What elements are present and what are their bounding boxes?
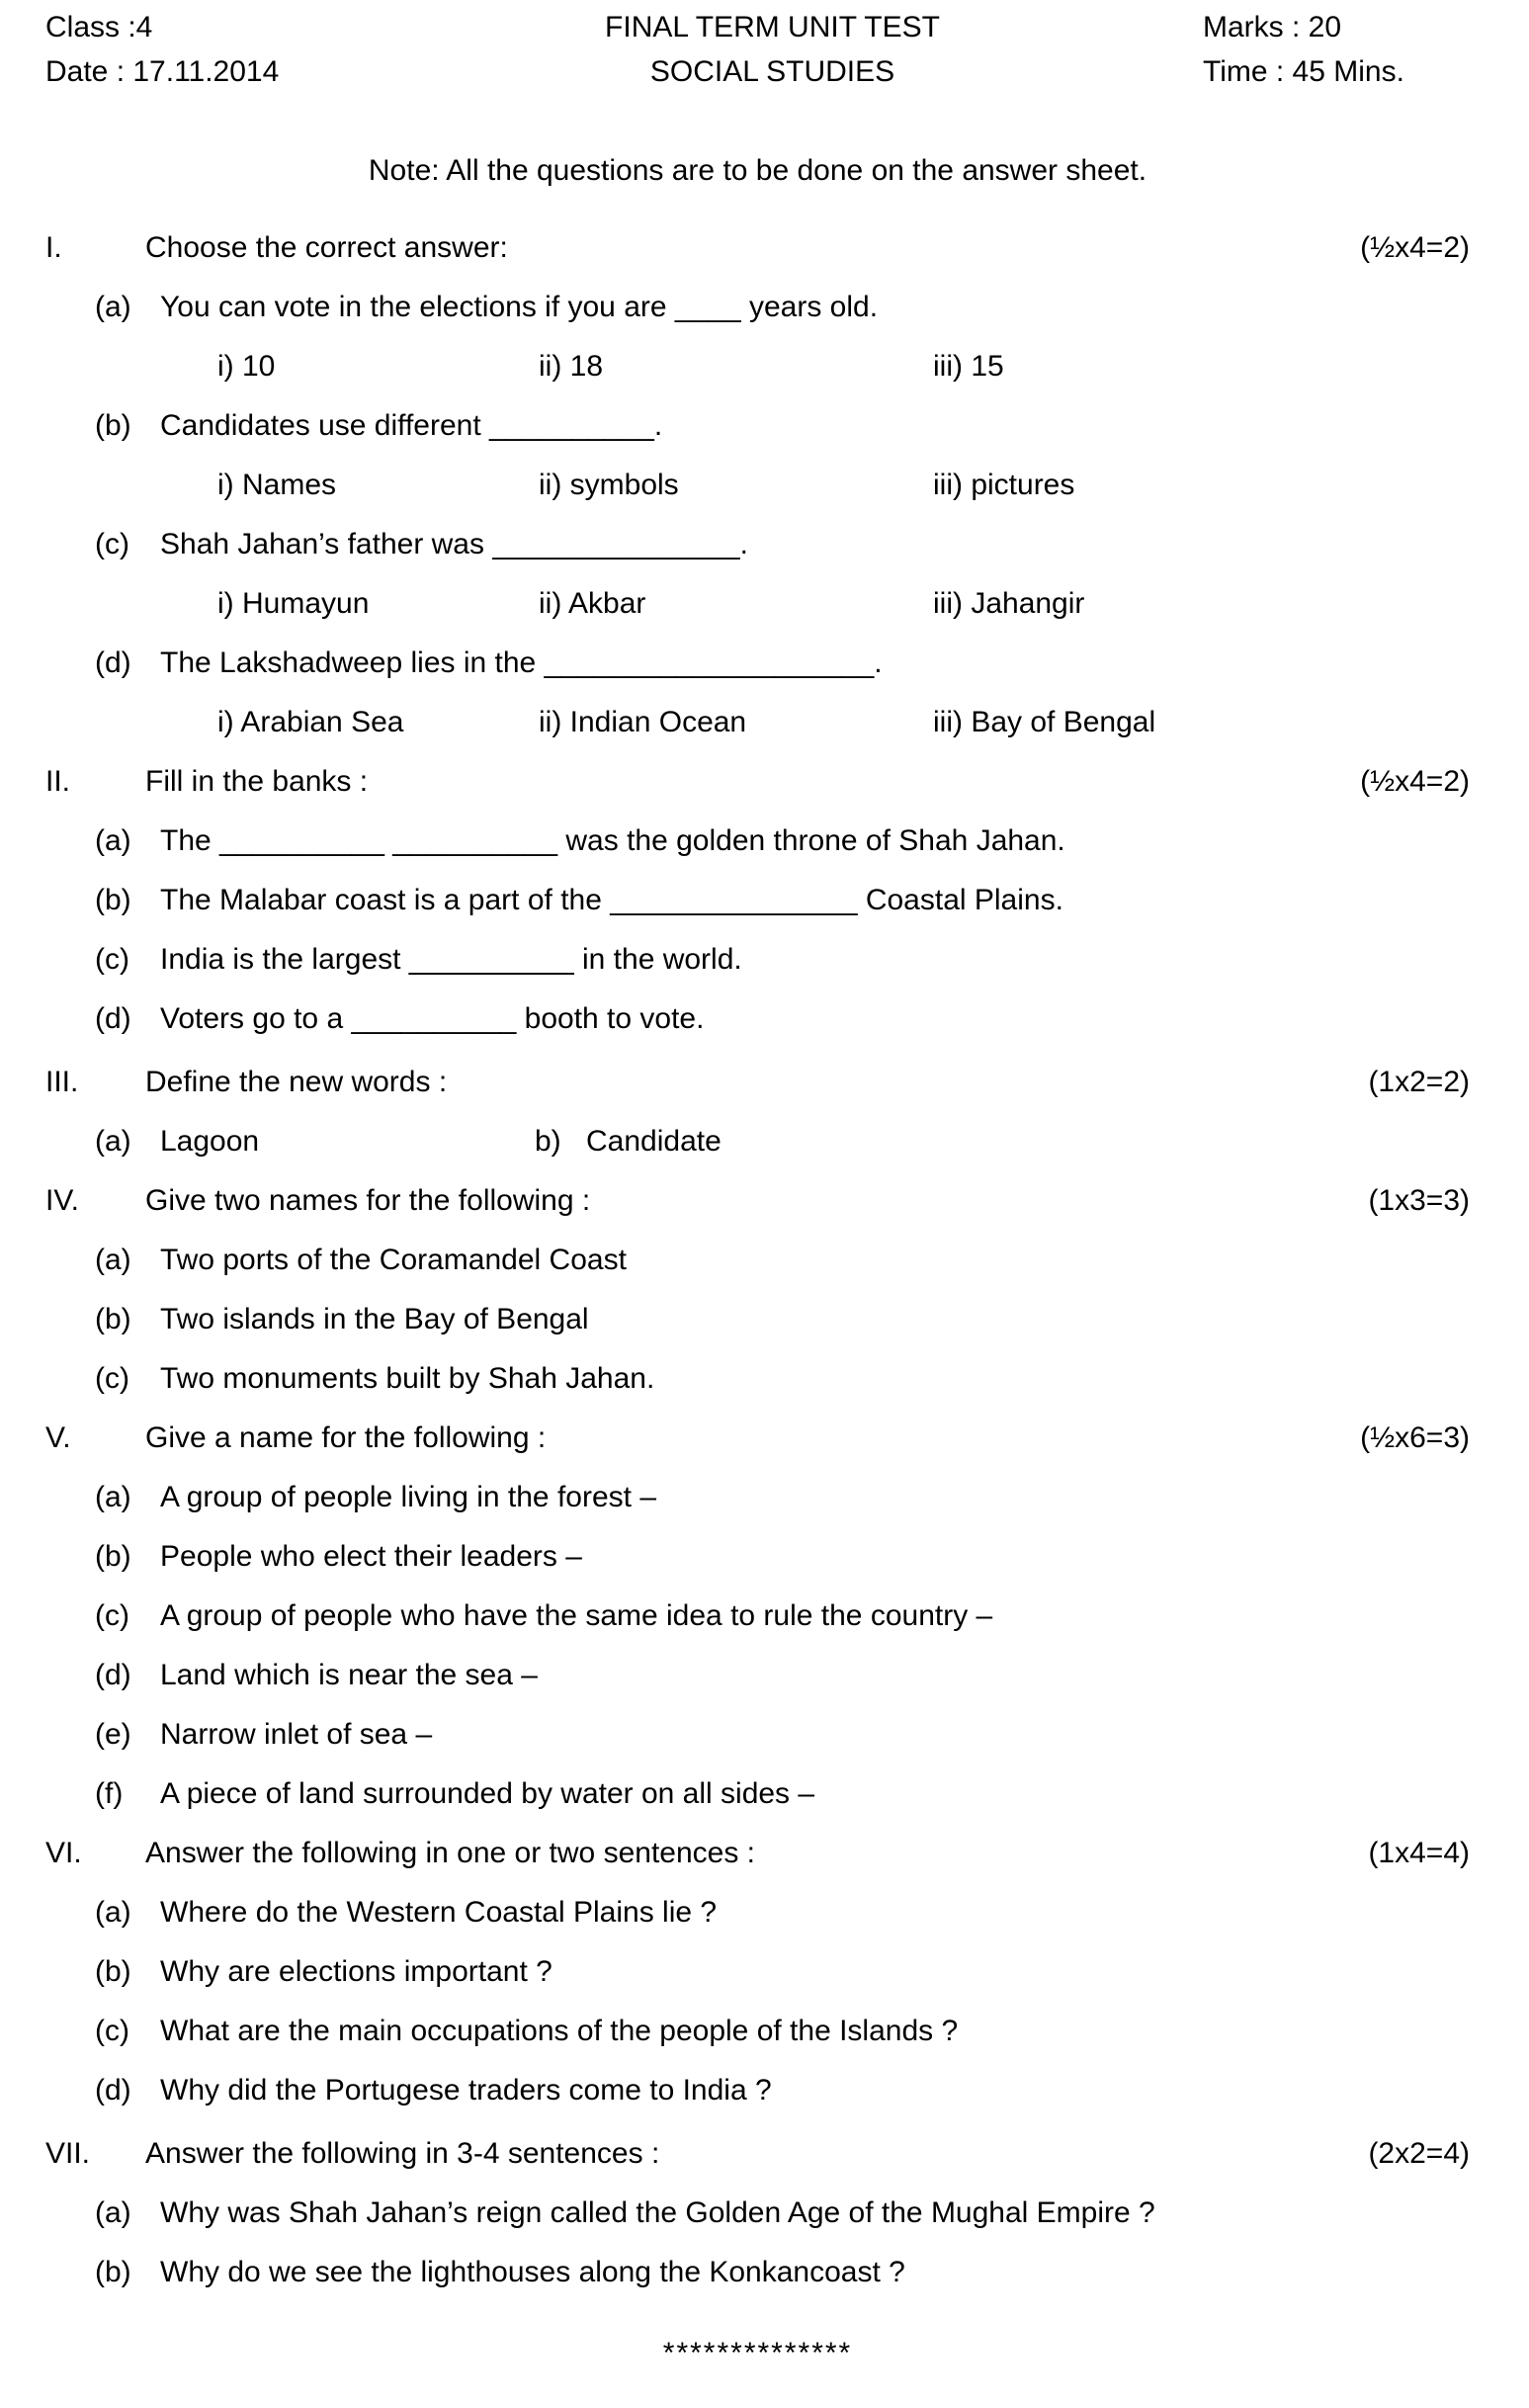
define-words-row <box>45 1124 1470 1160</box>
question-label: b) <box>535 1125 561 1158</box>
option-text: iii) Bay of Bengal <box>933 706 1156 738</box>
question-row <box>45 1361 1470 1397</box>
question-row <box>45 2073 1470 2108</box>
question-label: (d) <box>95 1002 131 1035</box>
section-title: Answer the following in 3-4 sentences : <box>145 2137 660 2170</box>
question-label: (a) <box>95 2196 131 2229</box>
question-label: (b) <box>95 884 131 916</box>
question-text: Why was Shah Jahan’s reign called the Golden Age of the Mughal Empire ? <box>160 2196 1155 2229</box>
option-text: ii) Akbar <box>539 587 646 620</box>
question-label: (e) <box>95 1718 131 1751</box>
option-text: i) Names <box>217 469 337 501</box>
question-row <box>45 823 1470 859</box>
question-text: Two monuments built by Shah Jahan. <box>160 1362 655 1395</box>
question-row <box>45 290 1470 325</box>
question-row <box>45 1895 1470 1931</box>
question-text: Two islands in the Bay of Bengal <box>160 1303 589 1335</box>
question-row <box>45 2195 1470 2231</box>
options-row <box>45 349 1470 385</box>
question-row <box>45 527 1470 562</box>
question-text: A group of people living in the forest – <box>160 1481 657 1513</box>
section-numeral: I. <box>45 231 62 264</box>
question-label: (c) <box>95 528 129 560</box>
question-label: (b) <box>95 1955 131 1988</box>
question-text: You can vote in the elections if you are ____ years old. <box>160 291 879 323</box>
footer-asterisks: ************** <box>662 2337 853 2369</box>
question-text: Why did the Portugese traders come to India ? <box>160 2074 772 2107</box>
section-5-heading <box>45 1420 1470 1456</box>
question-row <box>45 1717 1470 1753</box>
note-text: Note: All the questions are to be done on the answer sheet. <box>368 154 1147 187</box>
question-text: Why do we see the lighthouses along the Konkancoast ? <box>160 2256 905 2288</box>
option-text: iii) Jahangir <box>933 587 1085 620</box>
question-text: The Lakshadweep lies in the ____________________. <box>160 646 883 679</box>
question-text: Voters go to a __________ booth to vote. <box>160 1002 705 1035</box>
header-center-column <box>342 10 1203 99</box>
time-label: Time : 45 Mins. <box>1203 55 1404 88</box>
question-text: Two ports of the Coramandel Coast <box>160 1244 627 1276</box>
question-label: (b) <box>95 1303 131 1335</box>
question-row <box>45 2255 1470 2290</box>
section-2-heading <box>45 764 1470 800</box>
date-label: Date : 17.11.2014 <box>45 55 280 88</box>
section-marks: (1x4=4) <box>1368 1837 1470 1869</box>
options-row <box>45 705 1470 740</box>
question-text: Why are elections important ? <box>160 1955 552 1988</box>
question-text: Narrow inlet of sea – <box>160 1718 433 1751</box>
section-numeral: IV. <box>45 1184 79 1217</box>
question-row <box>45 1302 1470 1337</box>
option-text: ii) 18 <box>539 350 604 383</box>
section-marks: (1x2=2) <box>1368 1066 1470 1098</box>
question-text: Candidate <box>586 1125 722 1158</box>
question-label: (a) <box>95 824 131 857</box>
question-row <box>45 1776 1470 1812</box>
section-1 <box>45 230 1470 740</box>
option-text: i) 10 <box>217 350 276 383</box>
question-row <box>45 1001 1470 1037</box>
question-label: (d) <box>95 2074 131 2107</box>
question-row <box>45 408 1470 444</box>
section-6 <box>45 1836 1470 2108</box>
question-label: (a) <box>95 1896 131 1929</box>
option-text: ii) symbols <box>539 469 679 501</box>
question-row <box>45 1243 1470 1278</box>
section-numeral: V. <box>45 1421 71 1454</box>
section-title: Choose the correct answer: <box>145 231 508 264</box>
question-label: (a) <box>95 1125 131 1158</box>
question-label: (b) <box>95 2256 131 2288</box>
question-row <box>45 942 1470 978</box>
question-label: (c) <box>95 943 129 976</box>
question-text: Shah Jahan’s father was _______________. <box>160 528 748 560</box>
section-numeral: VI. <box>45 1837 82 1869</box>
section-marks: (½x4=2) <box>1360 765 1470 798</box>
options-row <box>45 468 1470 503</box>
section-numeral: II. <box>45 765 71 798</box>
question-row <box>45 645 1470 681</box>
section-marks: (2x2=4) <box>1368 2137 1470 2170</box>
question-label: (c) <box>95 1362 129 1395</box>
class-label: Class :4 <box>45 11 153 43</box>
question-text: People who elect their leaders – <box>160 1540 582 1573</box>
marks-label: Marks : 20 <box>1203 11 1342 43</box>
question-label: (f) <box>95 1777 124 1810</box>
paper-header <box>45 10 1470 108</box>
question-row <box>45 1598 1470 1634</box>
question-label: (d) <box>95 1659 131 1691</box>
section-3 <box>45 1065 1470 1160</box>
section-2 <box>45 764 1470 1037</box>
question-text: Candidates use different __________. <box>160 409 663 442</box>
section-numeral: VII. <box>45 2137 91 2170</box>
question-label: (d) <box>95 646 131 679</box>
option-text: iii) pictures <box>933 469 1075 501</box>
section-marks: (1x3=3) <box>1368 1184 1470 1217</box>
question-label: (a) <box>95 1244 131 1276</box>
question-row <box>45 1539 1470 1575</box>
question-text: What are the main occupations of the people of the Islands ? <box>160 2015 959 2047</box>
question-label: (c) <box>95 1599 129 1632</box>
section-marks: (½x4=2) <box>1360 231 1470 264</box>
question-row <box>45 1954 1470 1990</box>
question-row <box>45 1480 1470 1515</box>
section-7 <box>45 2136 1470 2290</box>
question-text: Land which is near the sea – <box>160 1659 538 1691</box>
section-1-heading <box>45 230 1470 266</box>
header-left-column <box>45 10 342 99</box>
section-numeral: III. <box>45 1066 79 1098</box>
question-row <box>45 1658 1470 1693</box>
section-3-heading <box>45 1065 1470 1100</box>
section-marks: (½x6=3) <box>1360 1421 1470 1454</box>
question-label: (b) <box>95 409 131 442</box>
section-title: Answer the following in one or two sentences : <box>145 1837 756 1869</box>
question-label: (c) <box>95 2015 129 2047</box>
question-text: Where do the Western Coastal Plains lie ? <box>160 1896 718 1929</box>
question-text: A piece of land surrounded by water on all sides – <box>160 1777 815 1810</box>
section-6-heading <box>45 1836 1470 1871</box>
section-4 <box>45 1183 1470 1397</box>
subject-title: SOCIAL STUDIES <box>649 55 895 88</box>
question-text: Lagoon <box>160 1125 260 1158</box>
question-label: (a) <box>95 291 131 323</box>
section-title: Fill in the banks : <box>145 765 369 798</box>
header-right-column <box>1203 10 1470 99</box>
question-text: The Malabar coast is a part of the _______________ Coastal Plains. <box>160 884 1063 916</box>
question-text: The __________ __________ was the golden throne of Shah Jahan. <box>160 824 1065 857</box>
option-text: ii) Indian Ocean <box>539 706 747 738</box>
question-label: (a) <box>95 1481 131 1513</box>
question-row <box>45 883 1470 918</box>
option-text: i) Arabian Sea <box>217 706 404 738</box>
option-text: iii) 15 <box>933 350 1004 383</box>
option-text: i) Humayun <box>217 587 370 620</box>
question-text: A group of people who have the same idea to rule the country – <box>160 1599 993 1632</box>
section-7-heading <box>45 2136 1470 2172</box>
question-text: India is the largest __________ in the world. <box>160 943 742 976</box>
question-row <box>45 2014 1470 2049</box>
section-4-heading <box>45 1183 1470 1219</box>
test-title: FINAL TERM UNIT TEST <box>605 11 940 43</box>
section-title: Give a name for the following : <box>145 1421 547 1454</box>
question-label: (b) <box>95 1540 131 1573</box>
section-5 <box>45 1420 1470 1812</box>
options-row <box>45 586 1470 622</box>
section-title: Define the new words : <box>145 1066 448 1098</box>
section-title: Give two names for the following : <box>145 1184 591 1217</box>
